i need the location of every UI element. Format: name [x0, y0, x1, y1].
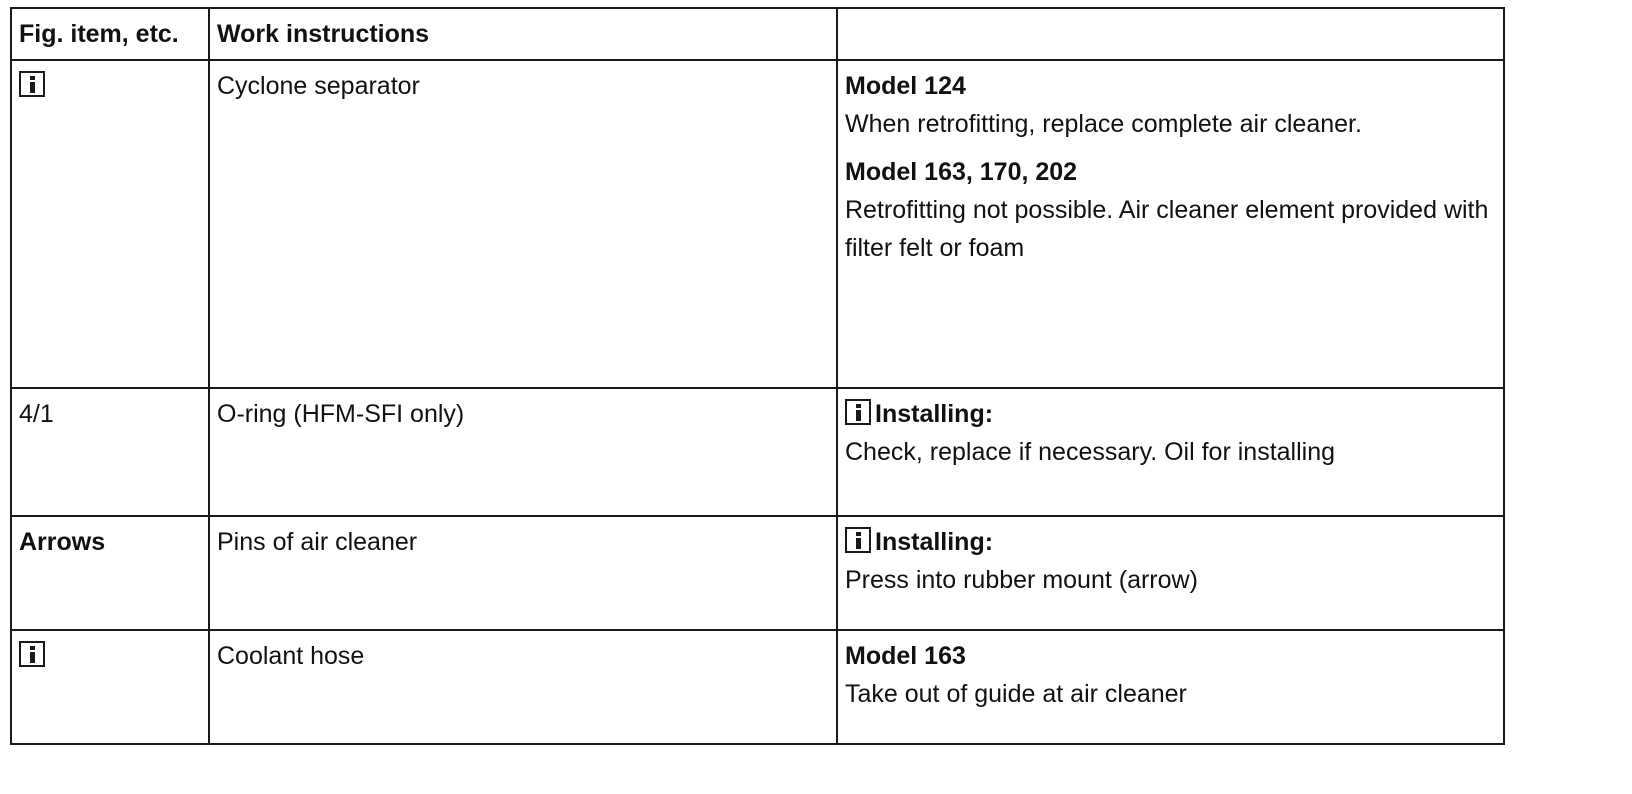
info-icon: [19, 641, 45, 667]
notes-title: Model 163: [845, 642, 966, 670]
notes-text: Retrofitting not possible. Air cleaner element provided with filter felt or foam: [845, 196, 1489, 262]
header-work-instructions: Work instructions: [209, 8, 837, 60]
header-fig-item: Fig. item, etc.: [11, 8, 209, 60]
notes-block: [845, 637, 1497, 713]
notes-text: Press into rubber mount (arrow): [845, 566, 1198, 594]
notes-cell: [837, 630, 1504, 744]
table-row: [11, 630, 1504, 744]
notes-cell: [837, 60, 1504, 388]
notes-heading-line: [845, 523, 1497, 561]
fig-cell: [11, 630, 209, 744]
table-header-row: [11, 8, 1504, 60]
info-icon: [845, 527, 871, 553]
notes-heading-line: [845, 395, 1497, 433]
notes-title: Model 124: [845, 72, 966, 100]
info-icon: [845, 399, 871, 425]
notes-block: [845, 67, 1497, 143]
notes-heading: Installing:: [875, 528, 994, 556]
fig-cell: [11, 60, 209, 388]
notes-cell: [837, 516, 1504, 630]
info-icon: [19, 71, 45, 97]
work-cell: Cyclone separator: [209, 60, 837, 388]
fig-cell: Arrows: [11, 516, 209, 630]
notes-text: Take out of guide at air cleaner: [845, 680, 1187, 708]
work-instructions-table: [10, 7, 1505, 745]
table-row: [11, 60, 1504, 388]
notes-heading: Installing:: [875, 400, 994, 428]
notes-text: Check, replace if necessary. Oil for installing: [845, 438, 1336, 466]
fig-cell: 4/1: [11, 388, 209, 516]
header-notes: [837, 8, 1504, 60]
table-row: [11, 388, 1504, 516]
work-cell: O-ring (HFM-SFI only): [209, 388, 837, 516]
notes-text: When retrofitting, replace complete air cleaner.: [845, 110, 1362, 138]
notes-cell: [837, 388, 1504, 516]
notes-title: Model 163, 170, 202: [845, 158, 1078, 186]
work-cell: Pins of air cleaner: [209, 516, 837, 630]
table-row: [11, 516, 1504, 630]
notes-block: [845, 153, 1497, 267]
work-cell: Coolant hose: [209, 630, 837, 744]
